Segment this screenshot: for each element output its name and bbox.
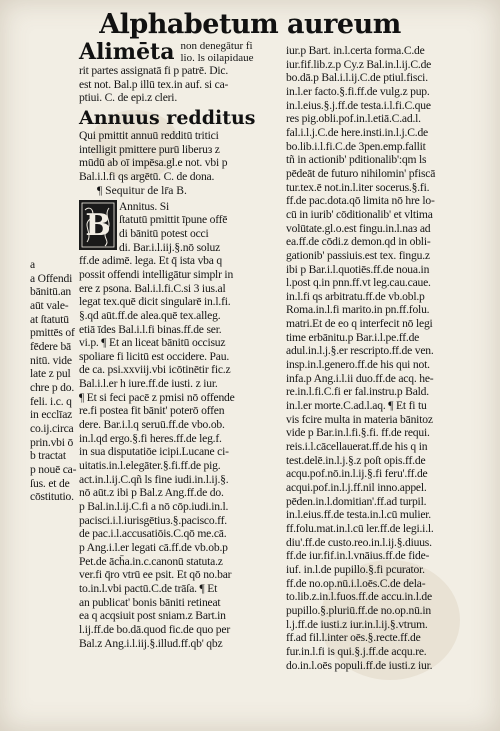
text-line: ff.de iur.fif.in.l.vnāius.ff.de fide- [286, 549, 430, 563]
margin-line: p nouē ca- [30, 462, 77, 476]
text-line: fal.i.l.j.C.de here.insti.in.l.j.C.de [286, 125, 429, 139]
text-line: Bal.i.l.er h iure.ff.de iusti. z iur. [79, 377, 218, 391]
text-line: pēdeāt de futuro nihilomin' pfiscā [286, 166, 436, 180]
margin-line: fēdere bā [30, 339, 71, 353]
section-heading-b: ¶ Sequitur de lr̄a B. [97, 183, 187, 197]
text-line: test.delē.in.l.j.§.z poſt opis.ff.de [286, 453, 426, 467]
text-line: ea q acqsiuit post sniam.z Bart.in [79, 609, 226, 623]
text-line: pupillo.§.pluriū.ff.de no.op.nū.in [286, 603, 431, 617]
entry-heading-alimenta [79, 40, 279, 64]
margin-line: late z pul [30, 367, 71, 381]
text-line: re.fi postea fit bānit' poterō offen [79, 404, 225, 418]
text-line: bo.dā.p Bal.i.l.ij.C.de ptiul.fisci. [286, 71, 428, 85]
margin-line: chre p do. [30, 380, 75, 394]
text-line: dere. Bar.i.l.q seruū.ff.de vbo.ob. [79, 418, 225, 432]
text-line: in.l.er morte.C.ad.l.aq. ¶ Et fi tu [286, 399, 427, 413]
text-line: iur.fif.lib.z.p Cy.z Bal.in.l.ij.C.de [286, 57, 432, 71]
text-line: l.post q.in pnn.ff.vt leg.cau.caue. [286, 276, 431, 290]
text-line: infa.p Ang.i.l.ii duo.ff.de acq. he- [286, 371, 434, 385]
text-line: ibi p Bar.i.l.quotiēs.ff.de noua.in [286, 262, 430, 276]
text-line: p Ang.i.l.er legati cā.ff.de vb.ob.p [79, 541, 228, 554]
text-line: spoliare fi licitū est occidere. Pau. [79, 349, 230, 363]
text-line: in.l.eius.ff.de testa.in.l.cū mulier. [286, 508, 432, 522]
text-line: time erbānitu.p Bar.i.l.pe.ff.de [286, 330, 420, 344]
text-line: acqui.pof.in.l.j.ff.nil inno.appel. [286, 481, 427, 494]
text-line: Annitus. Si [119, 199, 169, 213]
dropcap-paragraph [79, 200, 279, 255]
heading-alimenta: Alimēta [79, 39, 175, 65]
text-line: ff.de pac.dota.qō limita nō hre lo- [286, 194, 435, 208]
text-line: reis.i.l.cācellauerat.ff.de his q in [286, 440, 428, 454]
text-line: cū in iurib' cōditionalib' et vltima [286, 207, 433, 221]
dropcap-letter: B [85, 207, 111, 243]
text-line: ere z psona. Bal.i.l.fi.C.si 3 ius.al [79, 281, 226, 295]
text-line: intelligit pmittere purū liberuз z [79, 142, 220, 156]
margin-line: in ecclīaz [30, 408, 73, 422]
text-line: possit offendi intelligātur simplr in [79, 267, 234, 281]
text-line: gationib' passiuis.est tex. fingu.z [286, 248, 430, 262]
heading-rest-line: lio. ls oilapidaue [180, 52, 254, 64]
text-line: do.in.l.oēs populi.ff.de iusti.z iur. [286, 658, 433, 672]
text-line: volūtate.gl.o.est fingu.in.l.naз ad [286, 221, 431, 235]
text-line: bo.lib.i.l.fi.C.de 3pen.emp.fallit [286, 139, 426, 153]
text-line: ſtatutū pmittit īpune offē [119, 213, 228, 227]
text-line: pēden.in.l.domitian'.ff.ad turpil. [286, 494, 427, 508]
text-line: fur.in.l.fi is qui.§.j.ff.de acqu.re. [286, 644, 427, 658]
text-line: p Bal.in.l.ij.C.fi a nō cōp.iudi.in.l. [79, 500, 229, 514]
text-line: ff.de adimē. lega. Et q̄ ista vba q [79, 254, 223, 268]
text-line: iuf. in.l.de pupillo.§.fi pcurator. [286, 562, 425, 576]
text-line: §.qd aūt.ff.de alea.quē tex.alleg. [79, 308, 221, 322]
margin-line: co.ij.circa [30, 421, 74, 435]
text-line: tñ in actionib' pditionalib':qm ls [286, 153, 427, 167]
text-line: ff.de no.op.nū.i.l.oēs.C.de dela- [286, 576, 426, 590]
margin-line: aūt vale- [30, 298, 69, 312]
text-line: ff.ad fil.l.inter oēs.§.recte.ff.de [286, 631, 421, 645]
text-line: est not. Bal.p illū tex.in auf. si ca- [79, 77, 229, 91]
running-header: Alphabetum aureum [99, 9, 401, 40]
text-line: iur.p Bart. in.l.certa forma.C.de [286, 44, 425, 57]
text-line: vis fcire multa in materia bānitoz [286, 412, 433, 426]
heading-annuus-redditus: Annuus redditus [79, 106, 256, 129]
text-line: acqu.pof.nō.in.l.ij.§.fi feru'.ff.de [286, 467, 428, 481]
text-line: matri.Et de eo q interfecit nō legi [286, 317, 433, 331]
text-line: rit partes assignatā fi p patrē. Dic. [79, 64, 229, 77]
text-line: diu'.ff.de custo.reo.in.l.ij.§.diuus. [286, 535, 432, 549]
text-line: vi.p. ¶ Et an liceat bānitū occisuz [79, 336, 226, 350]
text-line: adul.in.l.j.§.er rescripto.ff.de ven. [286, 344, 434, 358]
margin-line: feli. i.c. q [30, 394, 72, 408]
text-line: etiā īdes Bal.i.l.fi binas.ff.de ser. [79, 322, 222, 336]
text-line: legat tex.quē dicit singularē in.l.fi. [79, 295, 231, 309]
text-line: ¶ Et si feci pacē z pmisi nō offende [79, 390, 235, 404]
text-line: pacisci.i.l.iurisgētiuз.§.pacisco.ff. [79, 513, 227, 527]
text-line: vide p Bar.in.l.fi.§.fi. ff.de requi. [286, 426, 430, 440]
text-line: to.in.l.vbi pactū.C.de trāſa. ¶ Et [79, 581, 218, 595]
text-line: in sua disputatiōe icipi.Lucane ci- [79, 445, 229, 459]
marginal-note [30, 258, 80, 504]
text-line: de pac.i.l.accusatiōis.C.qō me.cā. [79, 527, 227, 541]
text-line: in.l.eius.§.j.ff.de testa.i.l.fi.C.que [286, 98, 431, 112]
text-line: di. Bar.i.l.iij.§.nō soluz [119, 240, 221, 254]
text-line: di bānitū potest occi [119, 226, 209, 240]
margin-line: at ſtatutū [30, 312, 69, 326]
text-line: nō aūt.z ibi p Bal.z Ang.ff.de do. [79, 486, 224, 500]
text-line: l.ij.ff.de bo.dā.quod fic.de quo per [79, 622, 230, 636]
text-line: ptiui. C. de epi.z cleri. [79, 91, 178, 105]
text-line: tur.tex.ē not.in.l.iter socerus.§.fi. [286, 180, 430, 194]
margin-line: a [30, 258, 35, 271]
text-line: Bal.i.l.fi qs argētū. C. de dona. [79, 169, 215, 183]
left-column [79, 40, 279, 650]
text-line: ver.fi q̄ro vtrū ee psit. Et qō no.bar [79, 568, 232, 582]
text-line: in.l.qd ergo.§.fi heres.ff.de leg.f. [79, 431, 222, 445]
margin-line: ſus. et de [30, 476, 70, 490]
text-line: in.l.er facto.§.fi.ff.de vulg.z pup. [286, 84, 430, 98]
text-line: to.lib.z.in.l.fuos.ff.de accu.in.l.de [286, 590, 432, 604]
text-line: l.j.ff.de iusti.z iur.in.l.ij.§.vtrum. [286, 617, 428, 631]
margin-line: nitū. vide [30, 353, 72, 367]
right-column [286, 44, 482, 672]
text-line: an publicat' bonis bāniti retineat [79, 595, 221, 609]
text-line: in.l.fi qs arbitratu.ff.de vb.obl.p [286, 289, 425, 303]
decorated-initial-icon [79, 200, 117, 250]
margin-line: b tractat [30, 449, 66, 463]
heading-rest-line: non denegātur fi [180, 40, 253, 52]
text-line: ff.folu.mat.in.l.cū ler.ff.de legi.i.l. [286, 521, 434, 535]
text-line: Roma.in.l.fi marito.in pn.ff.folu. [286, 303, 430, 317]
text-line: Pet.de āch̄a.in.c.canonū statuta.z [79, 554, 223, 568]
text-line: mūdū ab oī impēsa.gl.e not. vbi p [79, 156, 228, 170]
text-line: re.in.l.fi.C.fi er fal.instru.p Bald. [286, 385, 429, 399]
margin-line: cōstitutio. [30, 490, 74, 504]
margin-line: bānitū.an [30, 285, 72, 299]
margin-line: a Offendi [30, 271, 73, 285]
text-line: ea.ff.de cōdi.z demon.qd in obli- [286, 235, 431, 249]
text-line: insp.in.l.genero.ff.de his qui not. [286, 358, 430, 372]
text-line: de ca. psi.xxviij.vbi icōtinētir fic.z [79, 363, 231, 377]
margin-line: pmittēs of [30, 326, 75, 340]
text-line: act.in.l.ij.C.qñ ls fine iudi.in.l.ij.§. [79, 472, 229, 486]
text-line: res pig.obli.pof.in.l.etiā.C.ad.l. [286, 112, 421, 126]
text-line: Bal.z Ang.i.l.iij.§.illud.ff.qb' qbz [79, 636, 223, 650]
text-line: uitatis.in.l.elegāter.§.fi.ff.de pig. [79, 459, 221, 473]
margin-line: prin.vbi ō [30, 435, 74, 449]
text-line: Qui pmittit annuū redditū tritici [79, 128, 219, 142]
